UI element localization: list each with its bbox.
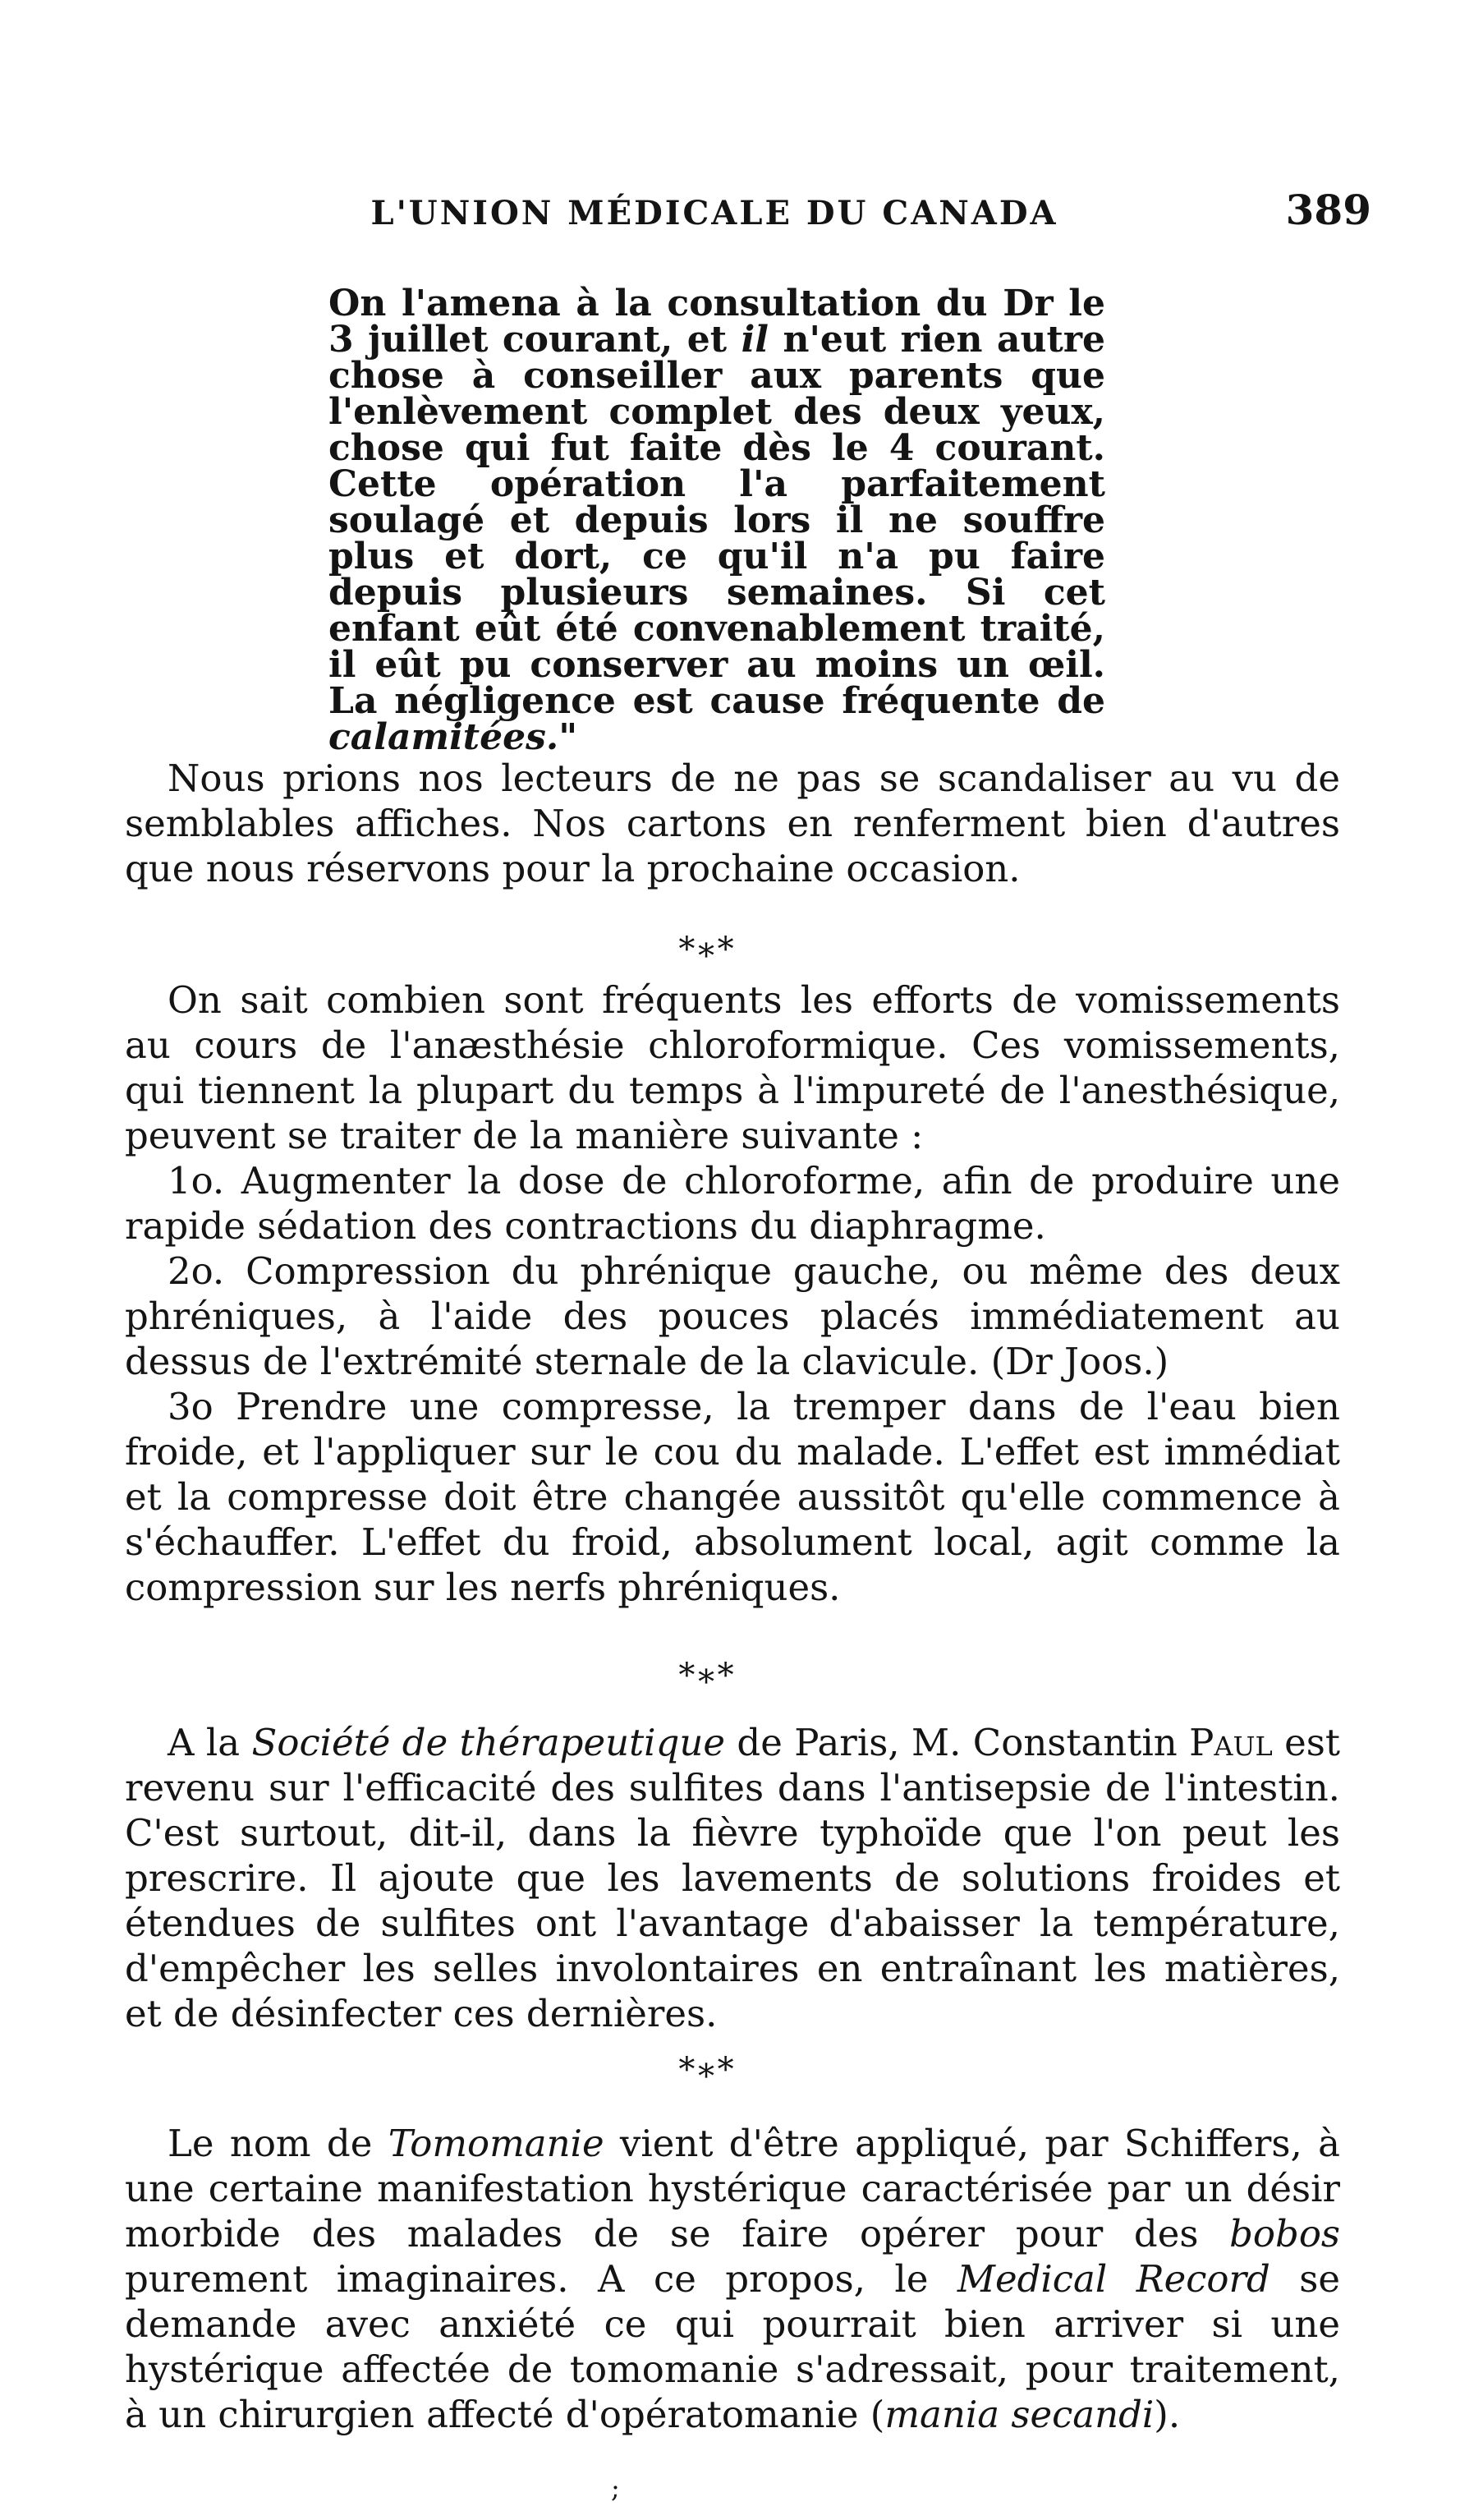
societe-italic: Société de thérapeutique (251, 1721, 725, 1764)
tomomanie-text-4: se demande avec anxiété ce qui pourrait bien arriver si une hystérique affectée de tomomanie s'adressait, pour traitement, à un chirurgien affecté d'opératomanie ( (125, 2257, 1341, 2436)
quote-italic-il: il (741, 319, 769, 361)
asterism-separator: *∗* (678, 1657, 734, 1695)
tomomanie-section (125, 2121, 1340, 2437)
tomomanie-italic: Tomomanie (388, 2122, 604, 2165)
stray-print-mark: ; (611, 2472, 620, 2504)
quote-italic-calamitees: calamitées. (328, 716, 559, 758)
vomiting-item-3: 3o Prendre une compresse, la tremper dans de l'eau bien froide, et l'appliquer sur le cou du malade. L'effet est immédiat et la compresse doit être changée aussitôt qu'elle commence à s'échauffer. L'effet du froid, absolument local, agit comme la compression sur les nerfs phréniques. (125, 1385, 1340, 1609)
therapeutics-text-middle: de Paris, M. Constantin (724, 1721, 1190, 1764)
vomiting-intro-paragraph: On sait combien sont fréquents les efforts de vomissements au cours de l'anæsthésie chloroformique. Ces vomissements, qui tiennent la plupart du temps à l'impureté de l'anesthésique, peuvent se traiter de la manière suivante : (125, 978, 1340, 1157)
mania-secandi-italic: mania secandi (884, 2393, 1155, 2436)
quote-text: On l'amena à la consultation du Dr le 3 juillet courant, et (328, 283, 1105, 361)
tomomanie-paragraph (125, 2121, 1340, 2437)
tomomanie-text-3: purement imaginaires. A ce propos, le (125, 2257, 957, 2301)
page-number: 389 (1285, 186, 1371, 234)
readers-note-section (125, 756, 1340, 891)
therapeutics-text-rest: est revenu sur l'efficacité des sulfites dans l'antisepsie de l'intestin. C'est surtout, dit-il, dans la fièvre typhoïde que l'on peut les prescrire. Il ajoute que les lavements de solutions froides et étendues de sulfites ont l'avantage d'abaisser la température, d'empêcher les selles involontaires en entraînant les matières, et de désinfecter ces dernières. (125, 1721, 1340, 2035)
quote-text-2: n'eut rien autre chose à conseiller aux parents que l'enlèvement complet des deux yeux, chose qui fut faite dès le 4 courant. Cette opération l'a parfaitement soulagé et depuis lors il ne souffre plus et dort, ce qu'il n'a pu faire depuis plusieurs semaines. Si cet enfant eût été convenablement traité, il eût pu conserver au moins un œil. La négligence est cause fréquente de (328, 319, 1105, 722)
therapeutics-section (125, 1720, 1340, 2036)
bobos-italic: bobos (1229, 2212, 1340, 2256)
running-title: L'UNION MÉDICALE DU CANADA (370, 194, 1058, 232)
therapeutics-paragraph (125, 1720, 1340, 2036)
vomiting-section (125, 977, 1340, 1610)
quote-end: " (558, 716, 578, 758)
asterism-separator: *∗* (678, 2051, 734, 2089)
author-name-paul: Paul (1189, 1721, 1273, 1764)
readers-note-paragraph: Nous prions nos lecteurs de ne pas se scandaliser au vu de semblables affiches. Nos cartons en renferment bien d'autres que nous réservons pour la prochaine occasion. (125, 756, 1340, 890)
therapeutics-text-start: A la (168, 1721, 252, 1764)
tomomanie-text-5: ). (1154, 2393, 1181, 2436)
tomomanie-text-start: Le nom de (168, 2122, 388, 2165)
vomiting-item-1: 1o. Augmenter la dose de chloroforme, afin de produire une rapide sédation des contractions du diaphragme. (125, 1159, 1340, 1248)
asterism-separator: *∗* (678, 931, 734, 968)
quoted-notice (328, 283, 1105, 758)
tomomanie-text-2: vient d'être appliqué, par Schiffers, à une certaine manifestation hystérique caractérisée par un désir morbide des malades de se faire opérer pour des (125, 2122, 1340, 2256)
medical-record-italic: Medical Record (957, 2257, 1270, 2301)
vomiting-item-2: 2o. Compression du phrénique gauche, ou même des deux phréniques, à l'aide des pouces placés immédiatement au dessus de l'extrémité sternale de la clavicule. (Dr Joos.) (125, 1249, 1340, 1383)
